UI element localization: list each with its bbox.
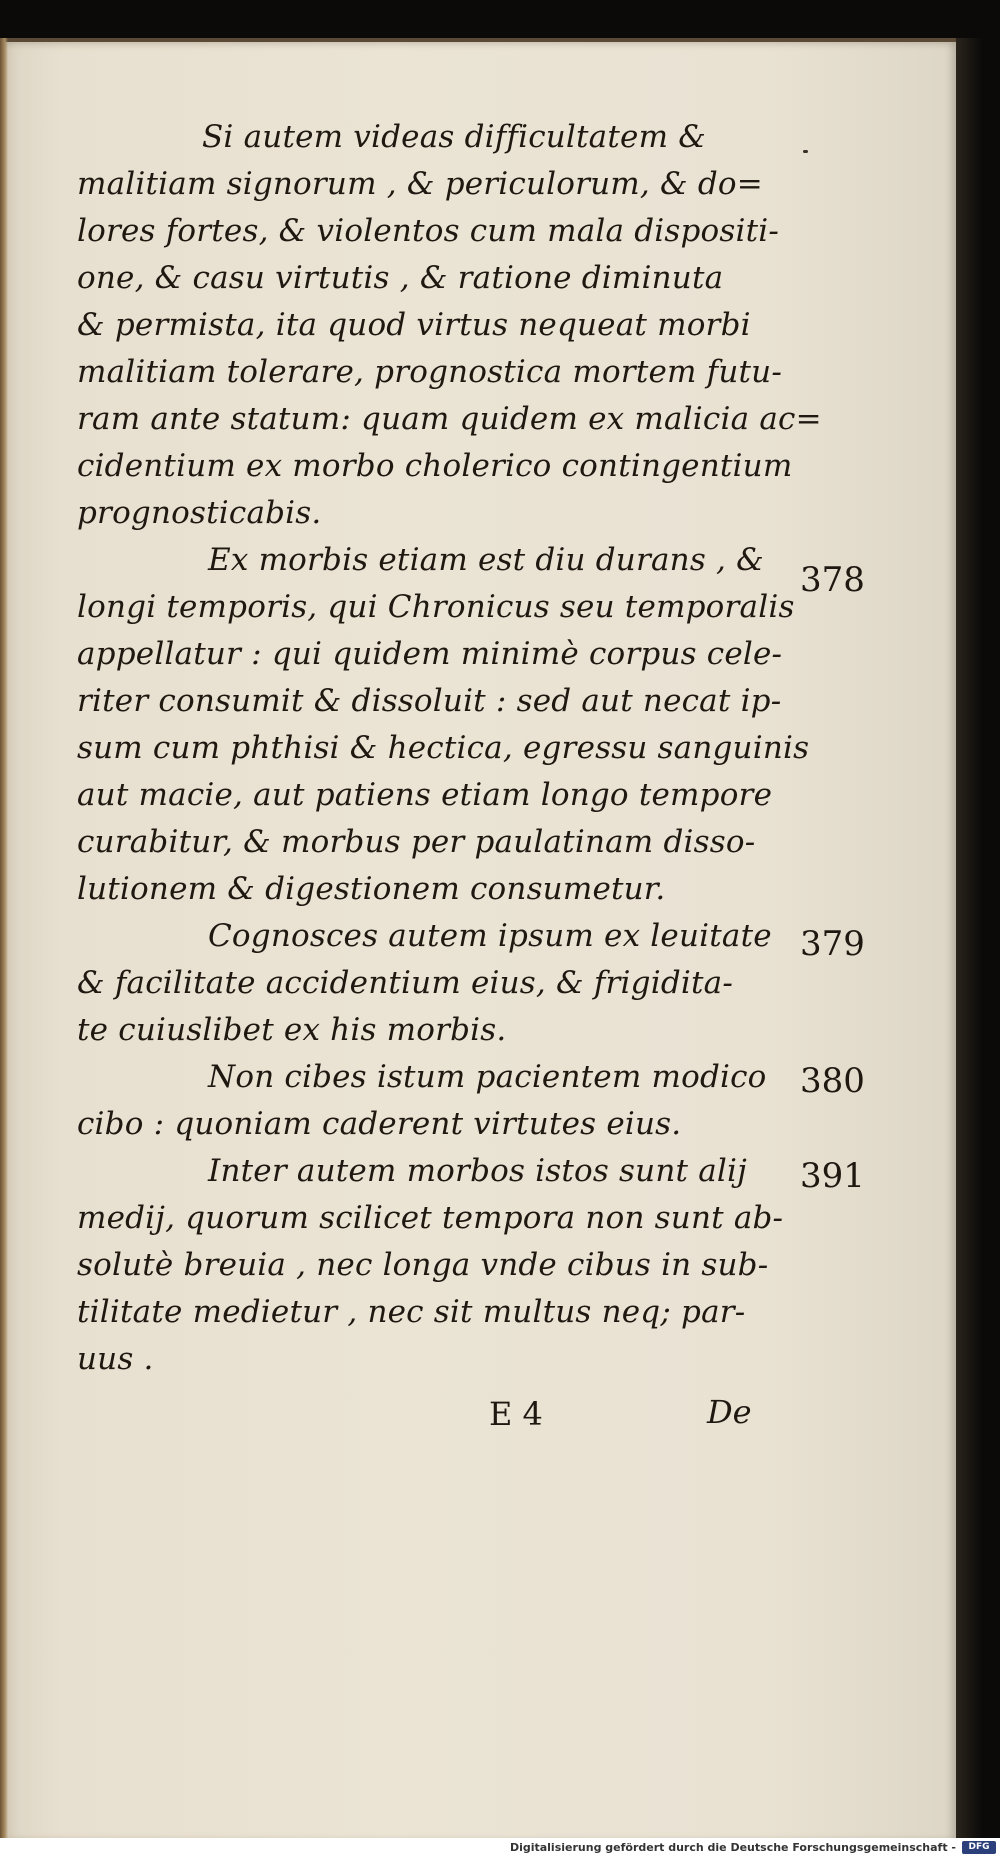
catchword: De [707, 1393, 752, 1431]
text-line: Non cibes istum pacientem modico [208, 1059, 767, 1095]
text-line: solutè breuia , nec longa vnde cibus in sub- [77, 1247, 769, 1283]
text-line: appellatur : qui quidem minimè corpus cele- [77, 636, 783, 672]
text-line: one, & casu virtutis , & ratione diminuta [77, 260, 724, 296]
marginal-number: 378 [800, 560, 865, 600]
text-line: malitiam tolerare, prognostica mortem futu- [77, 354, 783, 390]
text-line: & facilitate accidentium eius, & frigidita- [77, 965, 733, 1001]
text-line: Si autem videas difficultatem & [202, 119, 707, 155]
marginal-number: 391 [800, 1156, 865, 1196]
text-line: riter consumit & dissoluit : sed aut necat ip- [77, 683, 782, 719]
text-line: tilitate medietur , nec sit multus neq; par- [77, 1294, 746, 1330]
text-line: & permista, ita quod virtus nequeat morbi [77, 307, 751, 343]
text-line: sum cum phthisi & hectica, egressu sanguinis [77, 730, 810, 766]
text-line: medij, quorum scilicet tempora non sunt ab- [77, 1200, 784, 1236]
marginal-number: 379 [800, 924, 865, 964]
text-line: ram ante statum: quam quidem ex malicia ac= [77, 401, 822, 437]
text-line: lores fortes, & violentos cum mala dispositi- [77, 213, 780, 249]
signature-mark: E 4 [489, 1395, 543, 1433]
funding-credit: Digitalisierung gefördert durch die Deutsche Forschungsgemeinschaft - [509, 1841, 956, 1854]
text-line: te cuiuslibet ex his morbis. [77, 1012, 507, 1048]
text-line: cibo : quoniam caderent virtutes eius. [77, 1106, 682, 1142]
text-line: Cognosces autem ipsum ex leuitate [208, 918, 772, 954]
dfg-logo: DFG [962, 1841, 996, 1854]
text-line: malitiam signorum , & periculorum, & do= [77, 166, 763, 202]
text-line: longi temporis, qui Chronicus seu temporalis [77, 589, 795, 625]
text-line: cidentium ex morbo cholerico contingentium [77, 448, 793, 484]
text-line: curabitur, & morbus per paulatinam disso- [77, 824, 756, 860]
text-line: Inter autem morbos istos sunt alij [208, 1153, 747, 1189]
text-line: uus . [77, 1341, 154, 1377]
marginal-number: 380 [800, 1061, 865, 1101]
text-line: prognosticabis. [77, 495, 322, 531]
text-line: aut macie, aut patiens etiam longo tempore [77, 777, 773, 813]
text-line: Ex morbis etiam est diu durans , & [208, 542, 764, 578]
text-line: lutionem & digestionem consumetur. [77, 871, 666, 907]
